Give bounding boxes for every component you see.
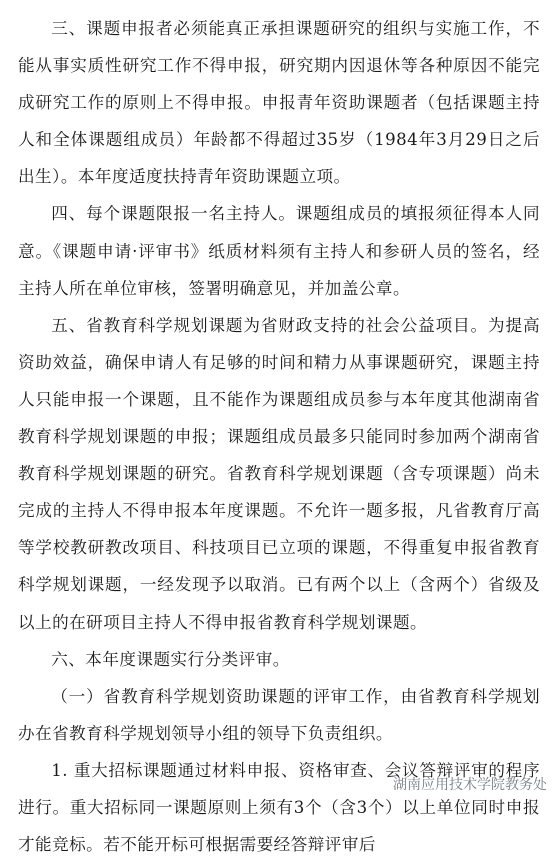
watermark-text: 湖南应用技术学院教务处 — [393, 777, 547, 793]
document-body — [18, 10, 540, 863]
paragraph-subsection-1: （一）省教育科学规划资助课题的评审工作，由省教育科学规划办在省教育科学规划领导小组的领导下负责组织。 — [18, 686, 540, 743]
paragraph-section-6-heading: 六、本年度课题实行分类评审。 — [51, 649, 290, 669]
paragraph-section-3: 三、课题申报者必须能真正承担课题研究的组织与实施工作，不能从事实质性研究工作不得申报，研究期内因退休等各种原因不能完成研究工作的原则上不得申报。申报青年资助课题者（包括课题主持人和全体课题组成员）年龄都不得超过35岁（1984年3月29日之后出生）。本年度适度扶持青年资助课题立项。 — [18, 19, 540, 187]
paragraph-section-5: 五、省教育科学规划课题为省财政支持的社会公益项目。为提高资助效益，确保申请人有足够的时间和精力从事课题研究，课题主持人只能申报一个课题，且不能作为课题组成员参与本年度其他湖南省教育科学规划课题的申报；课题组成员最多只能同时参加两个湖南省教育科学规划课题的研究。省教育科学规划课题（含专项课题）尚未完成的主持人不得申报本年度课题。不允许一题多报，凡省教育厅高等学校教研教改项目、科技项目已立项的课题，不得重复申报省教育科学规划课题，一经发现予以取消。已有两个以上（含两个）省级及以上的在研项目主持人不得申报省教育科学规划课题。 — [18, 315, 540, 632]
paragraph-item-1: 1. 重大招标课题通过材料申报、资格审查、会议答辩评审的程序进行。重大招标同一课题原则上须有3个（含3个）以上单位同时申报才能竞标。若不能开标可根据需要经答辩评审后 — [18, 760, 540, 855]
paragraph-section-4: 四、每个课题限报一名主持人。课题组成员的填报须征得本人同意。《课题申请·评审书》纸质材料须有主持人和参研人员的签名，经主持人所在单位审核，签署明确意见，并加盖公章。 — [18, 204, 540, 298]
